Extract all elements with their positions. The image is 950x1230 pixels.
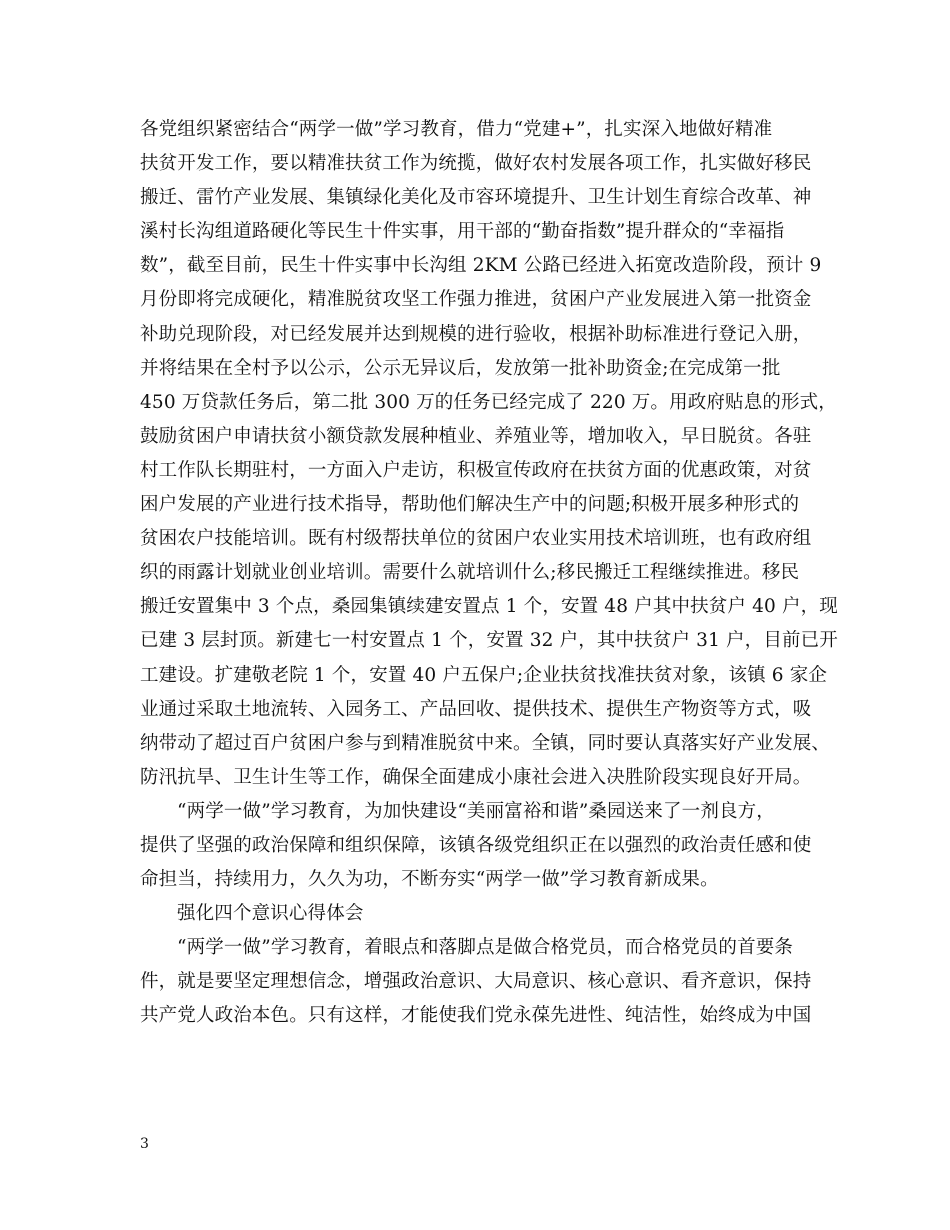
text-line: 工建设。扩建敬老院 1 个，安置 40 户五保户;企业扶贫找准扶贫对象，该镇 6 家企	[140, 664, 828, 686]
body-text	[140, 113, 838, 1034]
text-line: 月份即将完成硬化，精准脱贫攻坚工作强力推进，贫困户产业发展进入第一批资金	[140, 289, 812, 311]
text-line: 并将结果在全村予以公示，公示无异议后，发放第一批补助资金;在完成第一批	[140, 357, 781, 379]
text-line: 450 万贷款任务后，第二批 300 万的任务已经完成了 220 万。用政府贴息的形式，	[140, 391, 837, 413]
text-line: 搬迁、雷竹产业发展、集镇绿化美化及市容环境提升、卫生计划生育综合改革、神	[140, 187, 812, 209]
text-line: 织的雨露计划就业创业培训。需要什么就培训什么;移民搬迁工程继续推进。移民	[140, 562, 800, 584]
text-line: 共产党人政治本色。只有这样，才能使我们党永葆先进性、纯洁性，始终成为中国	[140, 1005, 812, 1027]
text-line: “两学一做”学习教育，着眼点和落脚点是做合格党员，而合格党员的首要条	[177, 937, 794, 959]
text-line: 村工作队长期驻村，一方面入户走访，积极宣传政府在扶贫方面的优惠政策，对贫	[140, 459, 812, 481]
text-line: 贫困农户技能培训。既有村级帮扶单位的贫困户农业实用技术培训班，也有政府组	[140, 528, 812, 550]
text-line: 纳带动了超过百户贫困户参与到精准脱贫中来。全镇，同时要认真落实好产业发展、	[140, 732, 831, 754]
text-line: 命担当，持续用力，久久为功，不断夯实“两学一做”学习教育新成果。	[140, 869, 719, 891]
text-line: 已建 3 层封顶。新建七一村安置点 1 个，安置 32 户，其中扶贫户 31 户，目前已开	[140, 630, 838, 652]
text-line: 业通过采取土地流转、入园务工、产品回收、提供技术、提供生产物资等方式，吸	[140, 698, 812, 720]
text-line: 补助兑现阶段，对已经发展并达到规模的进行验收，根据补助标准进行登记入册，	[140, 323, 812, 345]
text-line: “两学一做”学习教育，为加快建设“美丽富裕和谐”桑园送来了一剂良方，	[177, 800, 775, 822]
text-line: 提供了坚强的政治保障和组织保障，该镇各级党组织正在以强烈的政治责任感和使	[140, 834, 812, 856]
section-heading: 强化四个意识心得体会	[177, 903, 364, 925]
text-line: 困户发展的产业进行技术指导，帮助他们解决生产中的问题;积极开展多种形式的	[140, 494, 800, 516]
text-line: 扶贫开发工作，要以精准扶贫工作为统揽，做好农村发展各项工作，扎实做好移民	[140, 153, 812, 175]
text-line: 溪村长沟组道路硬化等民生十件实事，用干部的“勤奋指数”提升群众的“幸福指	[140, 221, 785, 243]
text-line: 各党组织紧密结合“两学一做”学习教育，借力“党建+”，扎实深入地做好精准	[140, 119, 773, 140]
text-line: 件，就是要坚定理想信念，增强政治意识、大局意识、核心意识、看齐意识，保持	[140, 971, 812, 993]
text-line: 搬迁安置集中 3 个点，桑园集镇续建安置点 1 个，安置 48 户其中扶贫户 40 户，现	[140, 596, 838, 618]
text-line: 鼓励贫困户申请扶贫小额贷款发展种植业、养殖业等，增加收入，早日脱贫。各驻	[140, 425, 812, 447]
text-line: 数”，截至目前，民生十件实事中长沟组 2KM 公路已经进入拓宽改造阶段，预计 9	[140, 255, 822, 277]
page-number: 3	[140, 1136, 149, 1152]
text-line: 防汛抗旱、卫生计生等工作，确保全面建成小康社会进入决胜阶段实现良好开局。	[140, 766, 812, 788]
